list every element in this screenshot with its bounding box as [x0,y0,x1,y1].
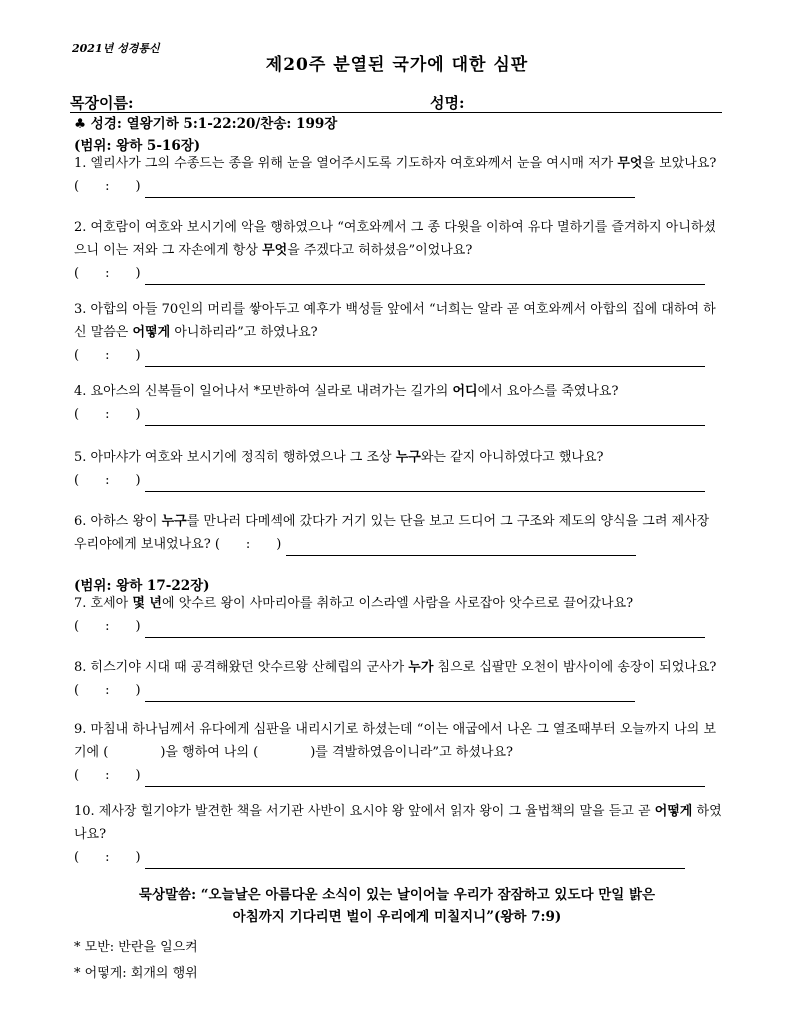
answer-line-10[interactable] [145,852,685,869]
pastor-group-label: 목장이름: [70,94,134,112]
question-5: 5. 아마샤가 여호와 보시기에 정직히 행하였으나 그 조상 누구와는 같지 아니하였다고 했나요? ( : ) [74,446,724,492]
answer-paren-3: ( : ) [74,348,141,363]
footnote-2: * 어떻게: 회개의 행위 [74,966,198,981]
range-heading-1: (범위: 왕하 5-16장) [74,138,201,154]
meditation-verse [40,884,754,928]
answer-line-8[interactable] [145,685,635,702]
answer-line-3[interactable] [145,350,705,367]
newsletter-label: 2021년 성경통신 [72,42,160,55]
footnote-1: * 모반: 반란을 일으켜 [74,940,198,955]
answer-line-1[interactable] [145,181,635,198]
answer-paren-9: ( : ) [74,768,141,783]
answer-paren-10: ( : ) [74,850,141,865]
name-field-line[interactable] [70,92,722,113]
answer-paren-7: ( : ) [74,619,141,634]
answer-line-2[interactable] [145,268,705,285]
question-9: 9. 마침내 하나님께서 유다에게 심판을 내리시기로 하셨는데 “이는 애굽에서 나온 그 열조때부터 오늘까지 나의 보기에 ( )을 행하여 나의 ( )를 격발하였음이니라”고 하셨나요? ( : ) [74,718,724,787]
page-title: 제20주 분열된 국가에 대한 심판 [265,55,529,75]
question-3: 3. 아합의 아들 70인의 머리를 쌓아두고 예후가 백성들 앞에서 “너희는 알라 곧 여호와께서 아합의 집에 대하여 하신 말씀은 어떻게 아니하리라”고 하였나요? ( : ) [74,298,724,367]
answer-paren-2: ( : ) [74,266,141,281]
meditation-line-1: 묵상말씀: “오늘날은 아름다운 소식이 있는 날이어늘 우리가 잠잠하고 있도다 만일 밝은 [138,887,656,903]
question-8: 8. 히스기야 시대 때 공격해왔던 앗수르왕 산헤립의 군사가 누가 침으로 십팔만 오천이 밤사이에 송장이 되었나요? ( : ) [74,656,724,702]
answer-paren-4: ( : ) [74,407,141,422]
question-10: 10. 제사장 힐기야가 발견한 책을 서기관 사반이 요시야 왕 앞에서 읽자 왕이 그 율법책의 말을 듣고 곧 어떻게 하였나요? ( : ) [74,800,724,869]
question-7: 7. 호세아 몇 년에 앗수르 왕이 사마리아를 취하고 이스라엘 사람을 사로잡아 앗수르로 끌어갔나요? ( : ) [74,592,724,638]
answer-paren-1: ( : ) [74,179,141,194]
answer-paren-8: ( : ) [74,683,141,698]
name-label: 성명: [430,94,465,112]
question-2: 2. 여호람이 여호와 보시기에 악을 행하였으나 “여호와께서 그 종 다윗을 이하여 유다 멸하기를 즐겨하지 아니하셨으니 이는 저와 그 자손에게 항상 무엇을 주겠다고 허하셨음”이었나요? ( : ) [74,216,724,285]
answer-paren-6: ( : ) [214,537,282,552]
answer-paren-5: ( : ) [74,473,141,488]
question-6: 6. 아하스 왕이 누구를 만나러 다메섹에 갔다가 거기 있는 단을 보고 드디어 그 구조와 제도의 양식을 그려 제사장 우리야에게 보내었나요? ( : ) [74,510,724,556]
answer-line-7[interactable] [145,621,705,638]
answer-line-6[interactable] [286,539,636,556]
meditation-line-2: 아침까지 기다리면 벌이 우리에게 미칠지니”(왕하 7:9) [232,909,562,925]
answer-line-9[interactable] [145,770,705,787]
question-1: 1. 엘리사가 그의 수종드는 종을 위해 눈을 열어주시도록 기도하자 여호와께서 눈을 여시매 저가 무엇을 보았나요? ( : ) [74,152,724,198]
question-4: 4. 요아스의 신복들이 일어나서 *모반하여 실라로 내려가는 길가의 어디에서 요아스를 죽였나요? ( : ) [74,380,724,426]
range-heading-2: (범위: 왕하 17-22장) [74,578,210,594]
answer-line-5[interactable] [145,475,705,492]
answer-line-4[interactable] [145,409,705,426]
scripture-line: ♣ 성경: 열왕기하 5:1-22:20/찬송: 199장 [74,116,338,132]
